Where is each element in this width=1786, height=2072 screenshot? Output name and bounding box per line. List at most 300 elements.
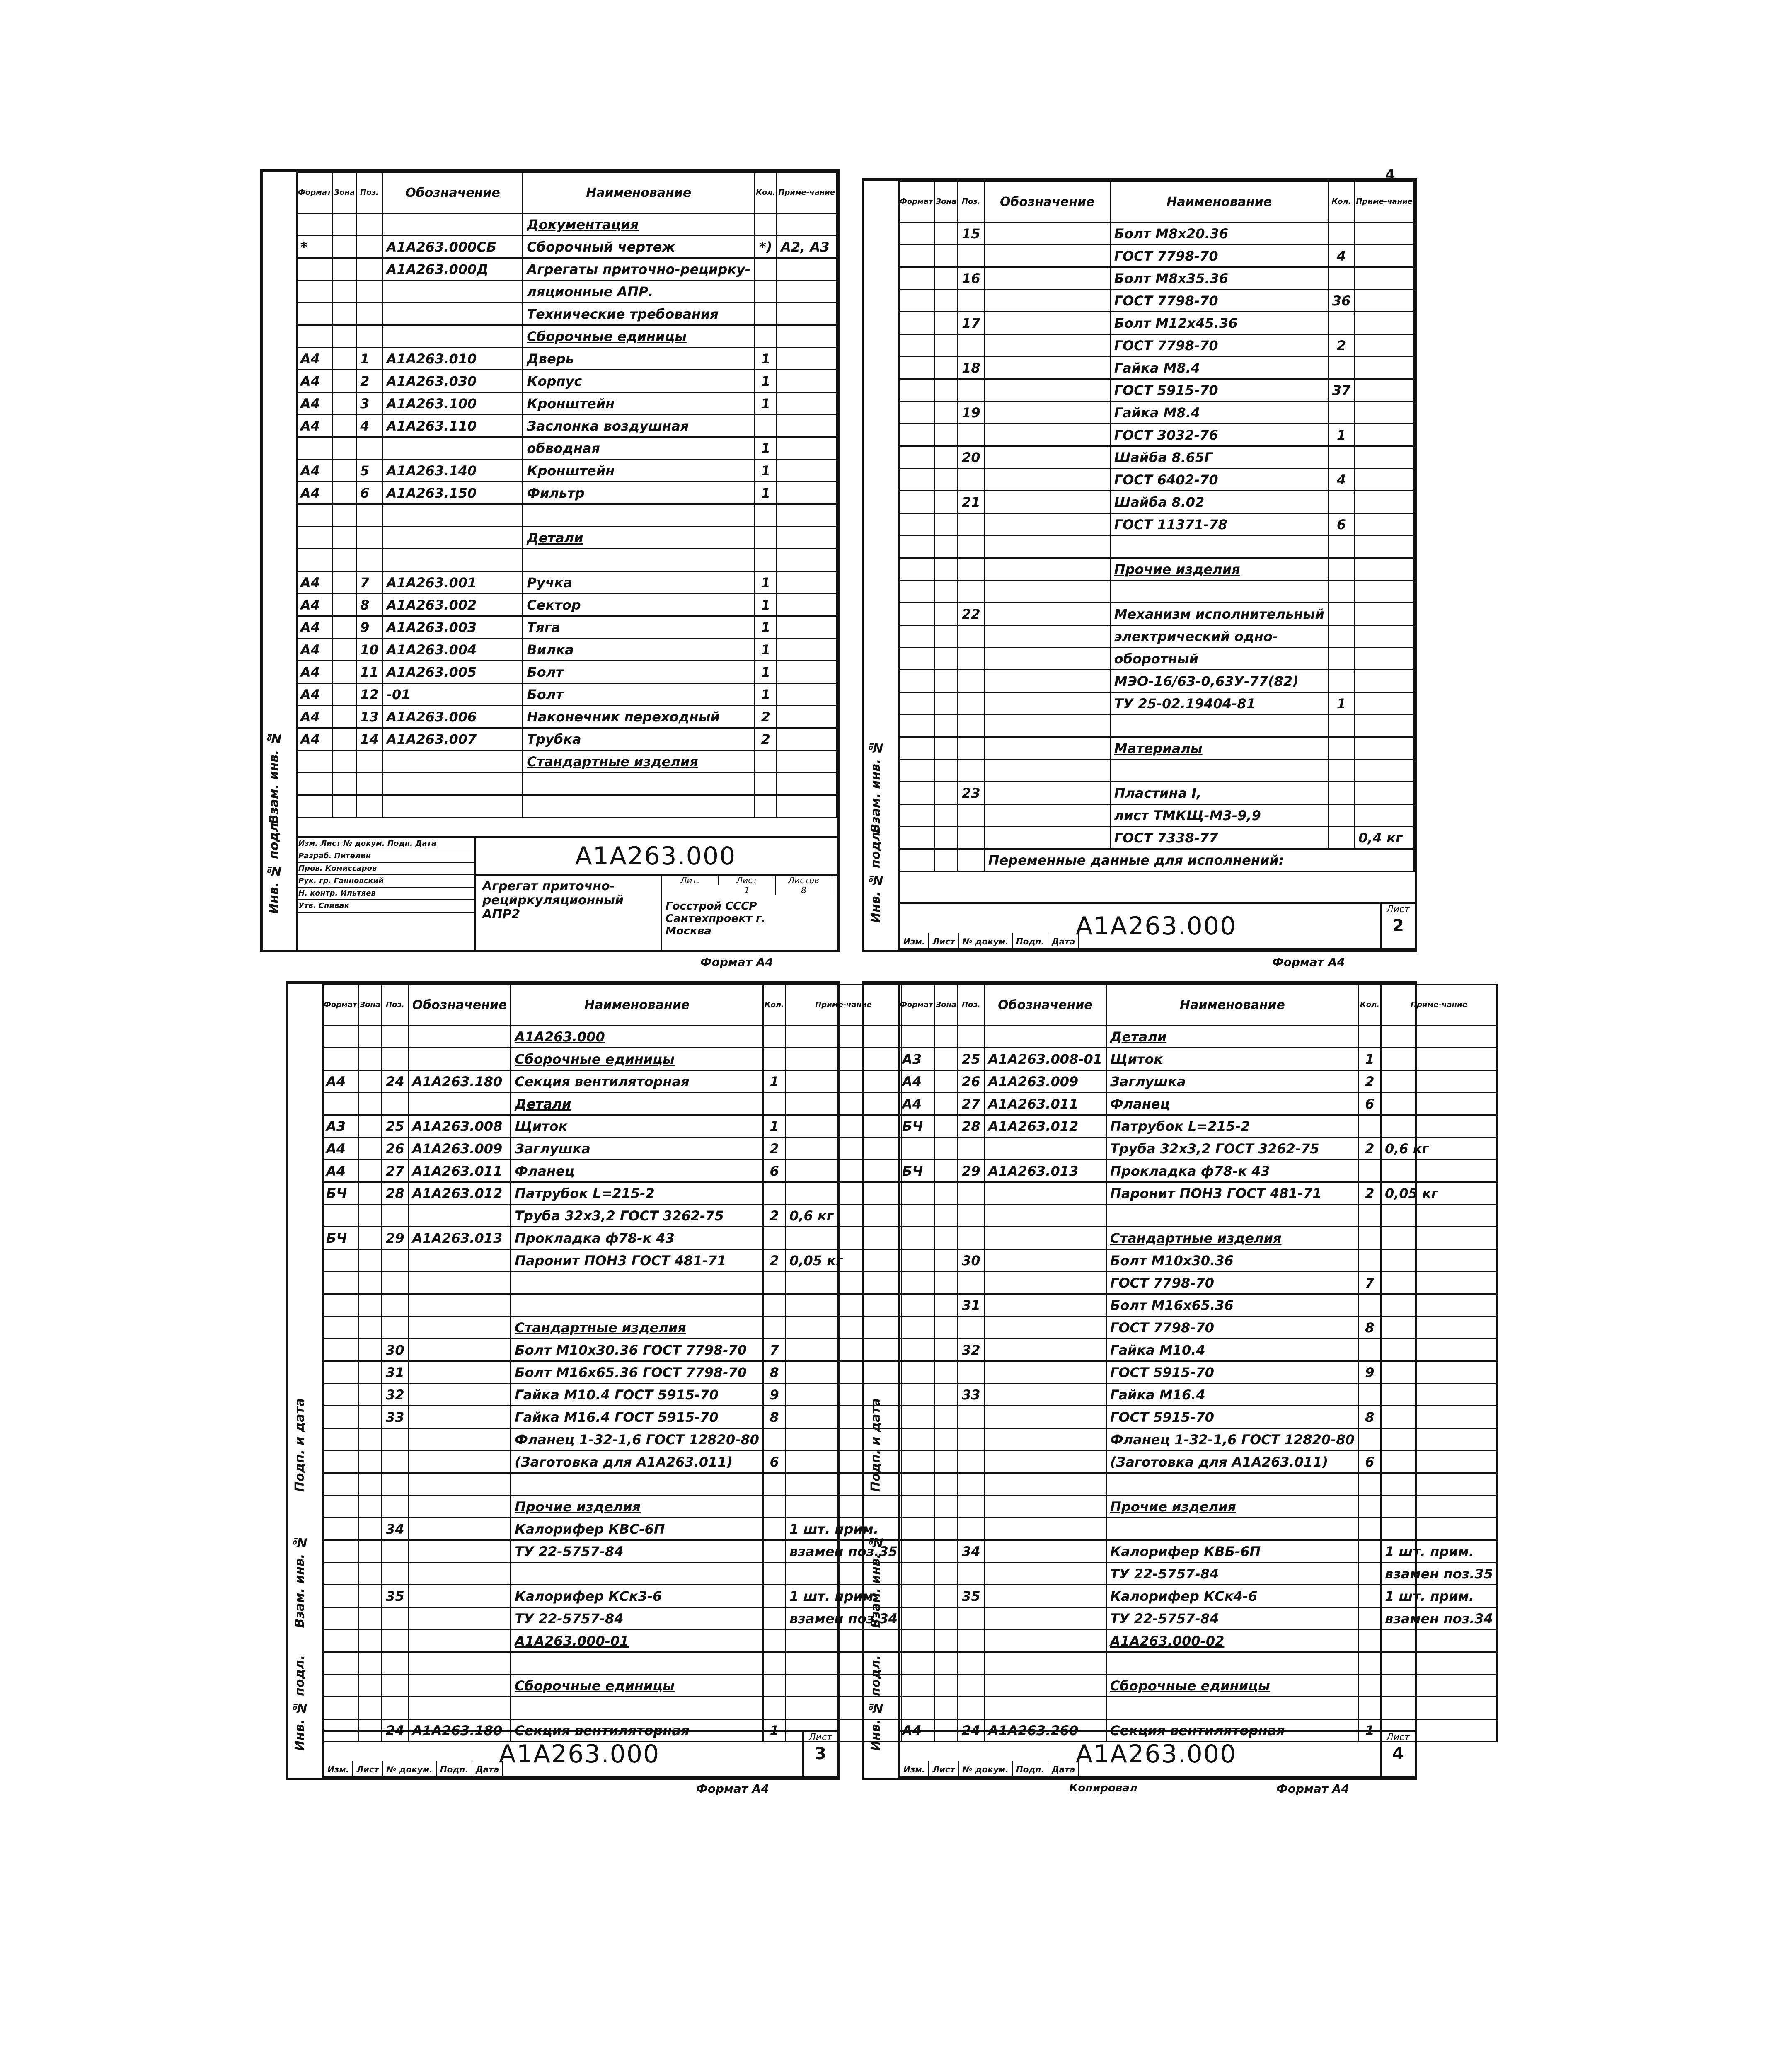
cell-name: Механизм исполнительный [1110,603,1328,625]
cell-note [1381,1451,1497,1473]
cell-name [511,1294,763,1317]
cell-qty: 1 [1328,692,1355,715]
cell-zone [934,760,958,782]
title-block-roles [296,838,476,950]
cell-qty: 1 [1358,1719,1381,1742]
cell-designation: А1А263.011 [408,1160,511,1182]
cell-zone [934,379,958,402]
cell-format: А4 [297,706,333,728]
cell-designation: А1А263.010 [382,348,523,370]
cell-format [898,1294,934,1317]
spec-header-row [297,172,837,213]
cell-pos [958,670,985,692]
spec-row [898,1518,1497,1540]
cell-zone [934,648,958,670]
spec-row [898,290,1414,312]
cell-designation [408,1451,511,1473]
cell-qty: 2 [1358,1070,1381,1093]
spec-row [322,1496,902,1518]
cell-designation [984,827,1110,849]
cell-name: Труба 32х3,2 ГОСТ 3262-75 [1106,1138,1359,1160]
cell-qty: 7 [763,1339,786,1361]
cell-designation [984,402,1110,424]
cell-qty [763,1607,786,1630]
spec-row [898,1317,1497,1339]
cell-zone [934,223,958,245]
cell-name: Секция вентиляторная [1106,1719,1359,1742]
small-label: Дата [472,1761,503,1778]
cell-note [777,706,837,728]
cell-zone [934,1652,958,1675]
cell-qty [755,527,777,549]
cell-note [1381,1496,1497,1518]
cell-note [1355,782,1414,804]
cell-note [1355,581,1414,603]
cell-zone [358,1205,382,1227]
small-label: Дата [1048,1761,1079,1778]
cell-pos: 26 [958,1070,985,1093]
cell-designation: А1А263.000Д [382,258,523,281]
cell-name: Трубка [523,728,755,750]
cell-name: Болт М16х65.36 [1106,1294,1359,1317]
cell-pos: 31 [958,1294,985,1317]
cell-format: * [297,236,333,258]
small-label: Лист [929,1761,959,1778]
cell-qty [1328,625,1355,648]
cell-pos [958,1138,985,1160]
sheet-box [1380,1732,1415,1778]
cell-zone [934,1249,958,1272]
spec-row [297,415,837,437]
cell-note [777,795,837,818]
cell-format [898,402,934,424]
spec-row [322,1406,902,1428]
cell-format [898,670,934,692]
cell-format [898,290,934,312]
cell-name: Сборочные единицы [511,1048,763,1070]
format-label: Формат А4 [696,1782,769,1796]
cell-designation [984,1317,1106,1339]
spec-row [898,1249,1497,1272]
cell-qty [1328,603,1355,625]
cell-note [777,482,837,504]
cell-format [297,750,333,773]
cell-format [297,795,333,818]
spec-row [322,1249,902,1272]
cell-zone [934,625,958,648]
cell-name: Сборочные единицы [1106,1675,1359,1697]
cell-zone [358,1428,382,1451]
cell-designation [984,782,1110,804]
cell-name: Болт М8х20.36 [1110,223,1328,245]
cell-pos: 33 [382,1406,409,1428]
cell-note [777,616,837,639]
cell-format [322,1585,358,1607]
cell-name: Кронштейн [523,392,755,415]
cell-zone [333,415,356,437]
cell-pos [958,1496,985,1518]
spec-row [322,1585,902,1607]
cell-name: (Заготовка для А1А263.011) [511,1451,763,1473]
cell-format [322,1451,358,1473]
cell-zone [358,1070,382,1093]
cell-qty [1328,558,1355,581]
cell-note: 0,6 кг [1381,1138,1497,1160]
cell-name [1110,536,1328,558]
cell-note [1355,804,1414,827]
cell-note: 0,05 кг [1381,1182,1497,1205]
spec-row [322,1026,902,1048]
cell-format [898,625,934,648]
cell-pos: 18 [958,357,985,379]
cell-note [777,392,837,415]
spec-row [898,1070,1497,1093]
spec-row [297,795,837,818]
cell-zone [358,1138,382,1160]
cell-zone [333,258,356,281]
cell-zone [358,1607,382,1630]
spec-row [898,1115,1497,1138]
cell-name: ГОСТ 7798-70 [1106,1317,1359,1339]
spec-row [898,1652,1497,1675]
cell-zone [333,706,356,728]
cell-designation [408,1630,511,1652]
cell-format [898,1249,934,1272]
cell-qty: 7 [1358,1272,1381,1294]
cell-note [1355,625,1414,648]
cell-note [777,281,837,303]
cell-pos [958,827,985,849]
cell-pos [356,795,383,818]
cell-designation [984,760,1110,782]
cell-note [1381,1406,1497,1428]
spec-row [322,1272,902,1294]
cell-format [898,312,934,334]
cell-pos [958,334,985,357]
cell-pos: 33 [958,1384,985,1406]
cell-name: ГОСТ 11371-78 [1110,513,1328,536]
cell-format [297,437,333,460]
spec-row [322,1473,902,1496]
cell-zone [934,804,958,827]
cell-designation [984,558,1110,581]
cell-qty: *) [755,236,777,258]
cell-pos: 34 [382,1518,409,1540]
cell-format: А4 [297,370,333,392]
cell-pos [382,1428,409,1451]
cell-format [322,1496,358,1518]
spec-table [322,984,902,1742]
spec-row [898,692,1414,715]
cell-note [777,750,837,773]
cell-designation [984,1294,1106,1317]
cell-zone [934,1496,958,1518]
cell-format [322,1361,358,1384]
cell-zone [358,1048,382,1070]
cell-note [1355,737,1414,760]
cell-format [322,1540,358,1563]
cell-format [898,223,934,245]
cell-pos: 19 [958,402,985,424]
spec-row [297,527,837,549]
cell-note [1381,1093,1497,1115]
cell-format: А4 [898,1093,934,1115]
cell-pos [958,1451,985,1473]
cell-qty: 9 [763,1384,786,1406]
cell-zone [934,1428,958,1451]
cell-pos: 20 [958,446,985,469]
cell-name: Гайка М8.4 [1110,357,1328,379]
cell-name: Детали [511,1093,763,1115]
spec-row [297,370,837,392]
cell-pos: 11 [356,661,383,683]
cell-pos [356,504,383,527]
cell-name: Секция вентиляторная [511,1070,763,1093]
cell-qty: 1 [1328,424,1355,446]
spec-row [898,737,1414,760]
cell-zone [934,1384,958,1406]
cell-note [777,437,837,460]
cell-pos [356,750,383,773]
cell-pos [958,1607,985,1630]
col-format: Формат [297,172,333,213]
cell-qty [1358,1339,1381,1361]
cell-format: А4 [297,460,333,482]
cell-name [1106,1205,1359,1227]
cell-format [898,1406,934,1428]
cell-name: Прочие изделия [1106,1496,1359,1518]
cell-zone [333,773,356,795]
spec-row [898,424,1414,446]
cell-designation [984,1339,1106,1361]
cell-qty [763,1496,786,1518]
cell-name: Заглушка [1106,1070,1359,1093]
cell-format [898,1428,934,1451]
cell-format [322,1048,358,1070]
cell-name: ГОСТ 6402-70 [1110,469,1328,491]
cell-pos: 23 [958,782,985,804]
cell-qty: 2 [763,1249,786,1272]
cell-note [1381,1205,1497,1227]
cell-qty: 1 [755,639,777,661]
cell-qty: 2 [1358,1138,1381,1160]
cell-format [898,1205,934,1227]
cell-qty: 2 [1328,334,1355,357]
cell-format: А3 [898,1048,934,1070]
cell-pos: 17 [958,312,985,334]
cell-pos [356,773,383,795]
title-block [898,1730,1415,1778]
cell-name: Калорифер КВС-6П [511,1518,763,1540]
cell-format [898,245,934,267]
cell-qty [763,1026,786,1048]
cell-pos: 22 [958,603,985,625]
cell-format [898,379,934,402]
cell-pos [958,1182,985,1205]
spec-row [297,661,837,683]
cell-zone [358,1227,382,1249]
cell-designation [984,737,1110,760]
cell-designation [984,1451,1106,1473]
cell-qty: 1 [755,594,777,616]
cell-qty: 1 [755,392,777,415]
cell-format [898,1026,934,1048]
cell-note [1381,1070,1497,1093]
cell-zone [333,370,356,392]
spec-row [898,1496,1497,1518]
cell-format: БЧ [322,1227,358,1249]
cell-format [898,1652,934,1675]
cell-qty: 1 [755,571,777,594]
cell-designation [408,1652,511,1675]
cell-designation [984,692,1110,715]
format-label: Формат А4 [700,955,773,969]
cell-zone [358,1518,382,1540]
cell-name: ГОСТ 5915-70 [1106,1361,1359,1384]
cell-note [1355,267,1414,290]
spec-row [322,1093,902,1115]
cell-zone [934,827,958,849]
cell-qty [755,415,777,437]
small-label: Дата [1048,933,1079,950]
cell-name [1106,1473,1359,1496]
cell-zone [358,1361,382,1384]
cell-qty [1358,1652,1381,1675]
cell-qty [763,1473,786,1496]
cell-zone [358,1115,382,1138]
cell-zone [934,1563,958,1585]
sheet-label: Лист [1387,1732,1410,1743]
strip-label: Взам. инв. № [869,740,883,833]
strip-label: Инв. № подл. [267,818,281,914]
cell-designation [408,1697,511,1719]
spec-row [898,1540,1497,1563]
spec-row [322,1317,902,1339]
spec-row [898,1563,1497,1585]
col-pos: Поз. [382,985,409,1026]
cell-format [898,558,934,581]
cell-name: А1А263.000-02 [1106,1630,1359,1652]
strip-label: Взам. инв. № [267,731,281,824]
cell-qty [1328,446,1355,469]
cell-designation: А1А263.006 [382,706,523,728]
cell-qty [1328,402,1355,424]
cell-pos: 31 [382,1361,409,1384]
spec-row [898,1675,1497,1697]
cell-zone [934,1473,958,1496]
cell-format: А4 [297,616,333,639]
cell-note [1355,357,1414,379]
cell-pos [958,1205,985,1227]
sheet-2 [862,178,1417,952]
cell-zone [934,1115,958,1138]
cell-pos [382,1697,409,1719]
cell-note: 1 шт. прим. [786,1585,902,1607]
spec-row [297,773,837,795]
cell-pos: 9 [356,616,383,639]
document-code: А1А263.000 [474,838,837,876]
spec-row [898,379,1414,402]
cell-zone [333,303,356,325]
cell-qty: 1 [755,348,777,370]
cell-format [898,737,934,760]
cell-format: А4 [322,1160,358,1182]
spec-row [297,639,837,661]
cell-pos [958,1518,985,1540]
cell-qty [755,325,777,348]
cell-note [1355,558,1414,581]
cell-designation [408,1026,511,1048]
cell-pos: 4 [356,415,383,437]
cell-pos [382,1249,409,1272]
cell-pos: 25 [958,1048,985,1070]
cell-format [297,281,333,303]
cell-format [898,648,934,670]
cell-name: ГОСТ 3032-76 [1110,424,1328,446]
cell-note [1355,648,1414,670]
role-row: Рук. гр. Ганновский [296,875,474,888]
cell-name: ГОСТ 7798-70 [1110,334,1328,357]
cell-zone [333,616,356,639]
cell-name: Болт М10х30.36 [1106,1249,1359,1272]
cell-pos [958,648,985,670]
spec-row [898,402,1414,424]
spec-row [322,1428,902,1451]
cell-note [1381,1361,1497,1384]
cell-zone [934,1294,958,1317]
spec-row [898,334,1414,357]
cell-designation [984,1205,1106,1227]
cell-zone [358,1406,382,1428]
cell-format [898,1563,934,1585]
sheet-box [1380,904,1415,950]
cell-name: ТУ 25-02.19404-81 [1110,692,1328,715]
cell-note [777,348,837,370]
spec-row [898,625,1414,648]
role-row: Утв. Спивак [296,900,474,913]
cell-qty: 1 [755,482,777,504]
spec-header-row [898,985,1497,1026]
cell-designation [408,1294,511,1317]
spec-row [898,245,1414,267]
spec-row [297,482,837,504]
title-block [296,836,837,950]
cell-qty: 37 [1328,379,1355,402]
spec-table [898,181,1415,872]
cell-designation [984,379,1110,402]
cell-pos: 10 [356,639,383,661]
col-note: Приме-чание [786,985,902,1026]
sheet-1 [260,169,840,952]
cell-zone [333,348,356,370]
cell-zone [934,334,958,357]
spec-row [898,312,1414,334]
cell-format [898,536,934,558]
cell-designation [408,1406,511,1428]
cell-format [898,513,934,536]
cell-format [898,491,934,513]
cell-format [898,1182,934,1205]
role-row: Изм. Лист № докум. Подп. Дата [296,838,474,850]
cell-qty [1358,1540,1381,1563]
cell-qty [1358,1473,1381,1496]
cell-designation [408,1272,511,1294]
cell-designation: А1А263.013 [408,1227,511,1249]
cell-format [898,424,934,446]
cell-designation [984,446,1110,469]
cell-pos [958,379,985,402]
cell-designation [984,491,1110,513]
